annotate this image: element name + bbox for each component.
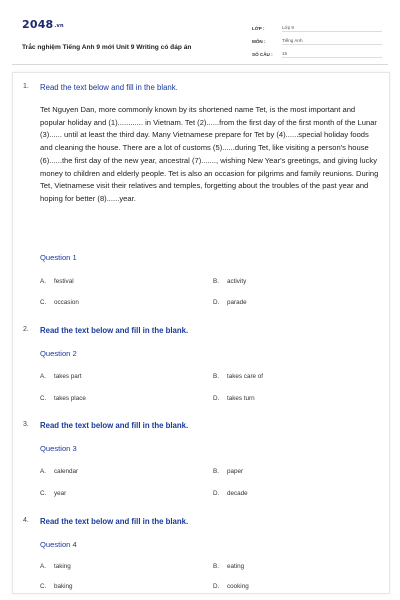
option-a[interactable] [40, 468, 78, 475]
option-c[interactable] [40, 395, 86, 402]
option-text: baking [54, 583, 73, 590]
option-text: takes part [54, 373, 82, 380]
option-letter: B. [213, 373, 219, 380]
question-number: 4. [23, 517, 29, 524]
question-card [12, 72, 390, 594]
option-letter: C. [40, 395, 47, 402]
meta-row-subject [252, 35, 382, 48]
meta-value: Tiếng Anh [282, 38, 382, 45]
meta-key: LỚP : [252, 26, 265, 31]
option-letter: A. [40, 278, 46, 285]
question-label: Question 4 [40, 540, 77, 549]
site-logo[interactable] [22, 18, 64, 31]
option-a[interactable] [40, 278, 74, 285]
question-instruction: Read the text below and fill in the blank. [40, 421, 189, 430]
question-instruction: Read the text below and fill in the blank. [40, 326, 189, 335]
option-c[interactable] [40, 490, 66, 497]
option-text: taking [54, 563, 71, 570]
option-letter: D. [213, 395, 220, 402]
meta-value: Lớp 9 [282, 25, 382, 32]
option-letter: B. [213, 563, 219, 570]
question-number: 1. [23, 83, 29, 90]
meta-info [252, 22, 382, 61]
option-d[interactable] [213, 395, 255, 402]
option-d[interactable] [213, 299, 247, 306]
meta-value: 15 [282, 51, 382, 58]
option-b[interactable] [213, 563, 244, 570]
question-label: Question 2 [40, 349, 77, 358]
question-number: 2. [23, 326, 29, 333]
option-text: paper [227, 468, 244, 475]
option-text: activity [227, 278, 247, 285]
option-letter: B. [213, 468, 219, 475]
option-text: calendar [54, 468, 79, 475]
option-text: takes turn [227, 395, 255, 402]
option-letter: C. [40, 299, 47, 306]
option-text: decade [227, 490, 248, 497]
option-letter: D. [213, 490, 220, 497]
option-letter: D. [213, 299, 220, 306]
meta-key: SỐ CÂU : [252, 52, 273, 57]
question-number: 3. [23, 421, 29, 428]
option-text: cooking [227, 583, 249, 590]
passage-text: Tet Nguyen Dan, more commonly known by its shortened name Tet, is the most important and popular holiday and (1)............ in Vietnam. Tet (2)......from the first day of the first month of the Lunar (3)...... until at least the third day. Many Vietnamese prepare for Tet by (4)......special holiday foods and cleaning the house. There are a lot of customs (5)......during Tet, like visiting a person's house (6)......the first day of the new year, ancestral (7)......., wishing New Year's greetings, and giving lucky money to children and elderly people. Tet is also an occasion for pilgrims and family reunions. During Tet, Vietnamese visit their relatives and temples, forgetting about the troubles of the past year and hoping for better (8)......year. [40, 105, 379, 203]
option-c[interactable] [40, 583, 73, 590]
question-instruction: Read the text below and fill in the blank. [40, 83, 178, 92]
option-letter: A. [40, 468, 46, 475]
logo-text: 2048 [22, 18, 54, 31]
option-letter: A. [40, 373, 46, 380]
option-text: takes place [54, 395, 86, 402]
option-text: eating [227, 563, 245, 570]
option-letter: C. [40, 490, 47, 497]
option-a[interactable] [40, 373, 82, 380]
document-title: Trắc nghiệm Tiếng Anh 9 mới Unit 9 Writing có đáp án [22, 44, 192, 51]
option-text: year [54, 490, 67, 497]
option-a[interactable] [40, 563, 71, 570]
header [12, 12, 388, 65]
option-letter: A. [40, 563, 46, 570]
option-text: festival [54, 278, 74, 285]
option-d[interactable] [213, 490, 248, 497]
option-b[interactable] [213, 373, 263, 380]
meta-key: MÔN : [252, 39, 266, 44]
option-text: takes care of [227, 373, 264, 380]
option-letter: D. [213, 583, 220, 590]
option-text: occasion [54, 299, 79, 306]
option-letter: C. [40, 583, 47, 590]
option-b[interactable] [213, 468, 243, 475]
logo-suffix: .vn [54, 23, 64, 29]
meta-row-count [252, 48, 382, 61]
meta-row-class [252, 22, 382, 35]
option-d[interactable] [213, 583, 249, 590]
option-c[interactable] [40, 299, 79, 306]
question-label: Question 3 [40, 444, 77, 453]
option-letter: B. [213, 278, 219, 285]
option-text: parade [227, 299, 247, 306]
question-instruction: Read the text below and fill in the blank. [40, 517, 189, 526]
option-b[interactable] [213, 278, 246, 285]
question-label: Question 1 [40, 253, 77, 262]
